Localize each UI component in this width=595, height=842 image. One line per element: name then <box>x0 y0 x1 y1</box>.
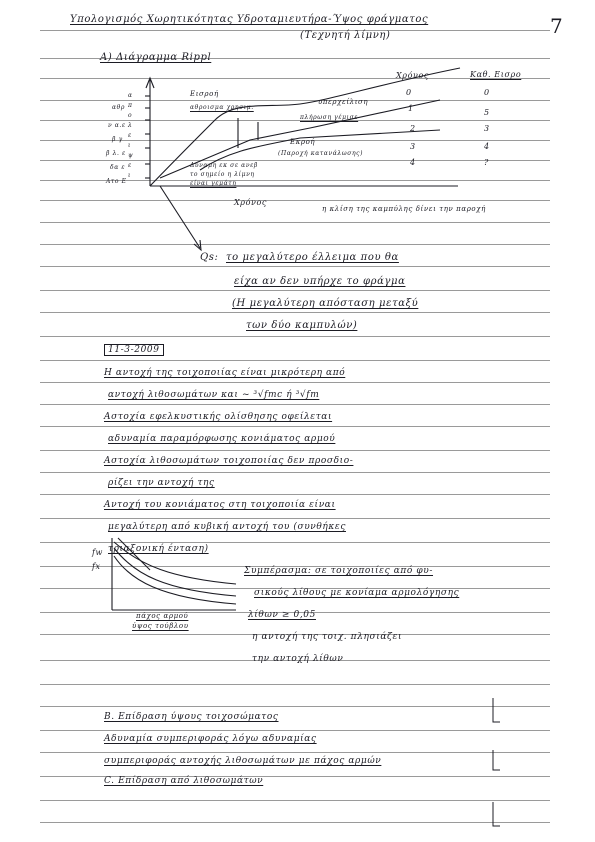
rippl-left-label: ι <box>128 172 131 179</box>
rippl-y-tick: β λ. ε <box>106 150 126 157</box>
rippl-y-tick: αθρ <box>112 104 125 111</box>
rippl-axis-vol: Καθ. Εισρο <box>470 70 522 79</box>
note-bullet: Αστοχία λιθοσωμάτων τοιχοποιίας δεν προσδιο- <box>104 456 354 466</box>
margin-bracket <box>493 750 500 770</box>
q-text: το μεγαλύτερο έλλειμα που θα <box>226 252 399 263</box>
note-bullet: Η αντοχή της τοιχοποιίας είναι μικρότερη από <box>104 368 346 378</box>
q-arrow-line <box>160 186 200 248</box>
q-text: των δύο καμπυλών) <box>246 320 358 331</box>
graph2-conclusion: Συμπέρασμα: σε τοιχοποιίες από φυ- <box>244 566 434 576</box>
section-b-line: Αδυναμία συμπεριφοράς λόγω αδυναμίας <box>104 734 317 744</box>
graph2-y-label: fx <box>92 562 101 571</box>
section-b-line: συμπεριφοράς αντοχής λιθοσωμάτων με πάχος αρμών <box>104 756 382 766</box>
page-title: Υπολογισμός Χωρητικότητας Υδροταμιευτήρα-Ύψος φράγματος <box>70 14 429 25</box>
rippl-table-c2: 0 <box>484 88 490 97</box>
margin-bracket <box>493 802 500 826</box>
rippl-table-c1: 1 <box>408 104 414 113</box>
rippl-label-fill: πλήρωση γέμισε <box>300 114 359 121</box>
page-subtitle: (Τεχνητή λίμνη) <box>300 30 391 41</box>
rippl-slope-caption: η κλίση της καμπύλης δίνει την παροχή <box>322 205 486 213</box>
page-number: 7 <box>550 14 564 38</box>
graph2-x-label: πάχος αρμού <box>136 612 189 620</box>
rippl-left-label: ο <box>128 112 133 119</box>
rippl-table-c2: 5 <box>484 108 490 117</box>
rippl-left-label: α <box>128 92 133 99</box>
rippl-table-c2: 3 <box>484 124 490 133</box>
note-bullet: τριαξονική ένταση) <box>108 544 209 554</box>
section-a-heading: A) Διάγραμμα Rippl <box>100 52 212 63</box>
q-text: (Η μεγαλύτερη απόσταση μεταξύ <box>232 298 419 309</box>
note-bullet: αντοχή λιθοσωμάτων και ~ ³√fmc ή ³√fm <box>108 390 320 400</box>
rippl-y-tick: β γ <box>112 136 123 143</box>
rippl-note-3: είναι γεμάτη <box>190 180 237 187</box>
rippl-time-caption: Χρόνος <box>234 198 267 207</box>
rippl-label-inflow: Εισροή <box>190 90 219 98</box>
rippl-table-c1: 0 <box>406 88 412 97</box>
graph2-conclusion: σικούς λίθους με κονίαμα αρμολόγησης <box>254 588 460 598</box>
graph2-conclusion: την αντοχή λίθων <box>252 654 344 664</box>
rippl-left-label: ι <box>128 142 131 149</box>
q-text: είχα αν δεν υπήρχε το φράγμα <box>234 276 406 287</box>
graph2-conclusion: η αντοχή της τοιχ. πλησιάζει <box>252 632 403 642</box>
rippl-y-tick: ν α.ε <box>108 122 126 129</box>
rippl-y-tick: δα ε <box>110 164 126 171</box>
rippl-y-tick: Ατο Ε <box>106 178 127 185</box>
rippl-note-1: Δύναμη εκ σε ανεβ <box>190 162 258 169</box>
rippl-table-c1: 2 <box>410 124 416 133</box>
rippl-table-c2: 4 <box>484 142 490 151</box>
section-b-line: C. Επίδραση από λιθοσωμάτων <box>104 776 264 786</box>
rippl-left-label: ε <box>128 162 132 169</box>
rippl-label-overflow: υπερχείλιση <box>318 98 369 106</box>
rippl-label-cumulative: αθροισμα χρησιμ. <box>190 104 254 111</box>
rippl-label-supply: (Παροχή κατανάλωσης) <box>278 150 364 157</box>
rippl-axis-time: Χρόνος <box>396 71 429 80</box>
rippl-table-c1: 3 <box>410 142 416 151</box>
q-symbol: Qs: <box>200 252 219 263</box>
graph2-conclusion: λίθων ≥ 0,05 <box>248 610 316 620</box>
graph2-x-label: ύψος τούβλου <box>132 622 189 630</box>
rippl-left-label: ψ <box>128 152 134 159</box>
rippl-table-c1: 4 <box>410 158 416 167</box>
graph2-curve-3 <box>114 556 236 604</box>
rippl-left-label: π <box>128 102 133 109</box>
margin-bracket <box>493 698 500 722</box>
section-b-line: B. Επίδραση ύψους τοιχοσώματος <box>104 712 279 722</box>
note-bullet: Αντοχή του κονιάματος στη τοιχοποιία είναι <box>104 500 336 510</box>
lecture-date: 11-3-2009 <box>104 344 164 356</box>
note-bullet: ρίζει την αντοχή της <box>108 478 215 488</box>
graph2-y-label: fw <box>92 548 104 557</box>
note-bullet: μεγαλύτερη από κυβική αντοχή του (συνθήκες <box>108 522 346 532</box>
rippl-left-label: λ <box>128 122 133 129</box>
rippl-label-outflow: Εκροή <box>290 138 316 146</box>
rippl-note-2: το σημείο η λίμνη <box>190 171 255 178</box>
rippl-table-c2: ? <box>484 158 489 167</box>
note-bullet: Αστοχία εφελκυστικής ολίσθησης οφείλεται <box>104 412 333 422</box>
rippl-left-label: ε <box>128 132 132 139</box>
note-bullet: αδυναμία παραμόρφωσης κονιάματος αρμού <box>108 434 336 444</box>
